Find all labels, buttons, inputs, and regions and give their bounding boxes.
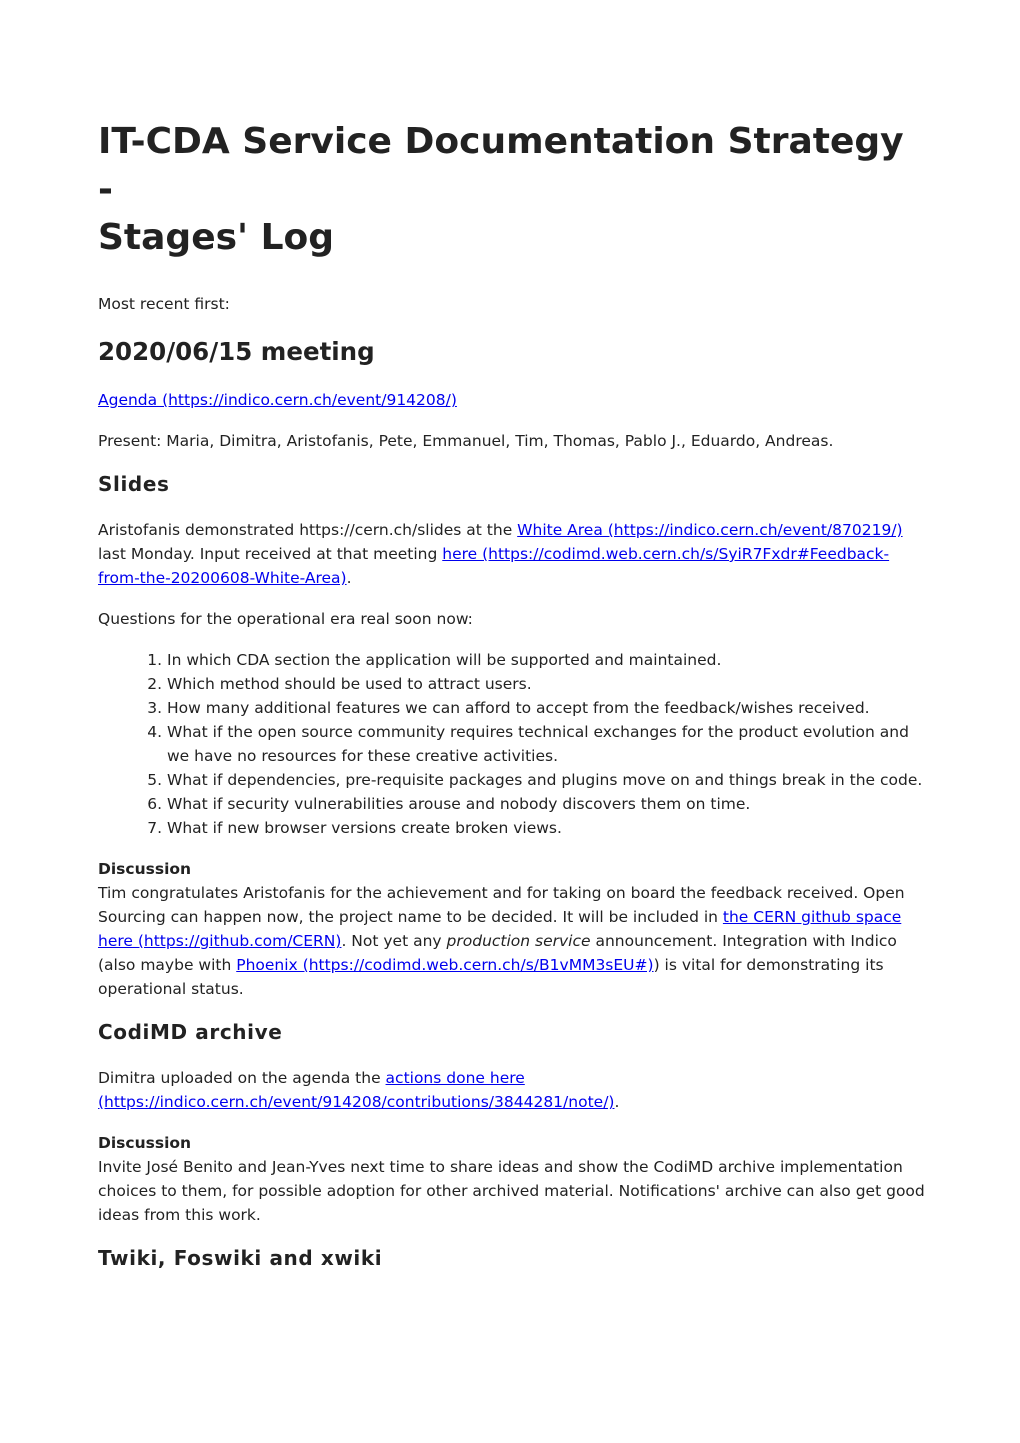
cern-github-link[interactable]: the CERN github space here (https://github.com/CERN) <box>98 908 902 950</box>
slides-paragraph: Aristofanis demonstrated https://cern.ch/slides at the White Area (https://indico.cern.ch/event/870219/) last Monday. Input received at that meeting here (https://codimd.web.cern.ch/s/SyiR7Fxdr#Feedback-from-the-20200608-White-Area). <box>98 521 903 587</box>
page-title: IT-CDA Service Documentation Strategy - Stages' Log <box>98 121 904 258</box>
present-text: Present: Maria, Dimitra, Aristofanis, Pete, Emmanuel, Tim, Thomas, Pablo J., Eduardo, Andreas. <box>98 432 834 450</box>
list-item: 7. What if new browser versions create broken views. <box>167 816 928 840</box>
feedback-here-link[interactable]: here (https://codimd.web.cern.ch/s/SyiR7Fxdr#Feedback-from-the-20200608-White-Area) <box>98 545 890 587</box>
list-item: 1. In which CDA section the application will be supported and maintained. <box>167 648 928 672</box>
codimd-discussion: Discussion Invite José Benito and Jean-Yves next time to share ideas and show the CodiMD archive implementation choices to them, for possible adoption for other archived material. Notifications' archive can also get good ideas from this work. <box>98 1131 928 1227</box>
agenda-paragraph <box>98 388 928 412</box>
discussion-label: Discussion <box>98 860 192 878</box>
document-page <box>98 118 928 1292</box>
slides-heading: Slides <box>98 472 170 496</box>
intro-text: Most recent first: <box>98 295 230 313</box>
twiki-heading: Twiki, Foswiki and xwiki <box>98 1246 383 1270</box>
codimd-heading: CodiMD archive <box>98 1020 283 1044</box>
list-item: 2. Which method should be used to attract users. <box>167 672 928 696</box>
meeting-heading: 2020/06/15 meeting <box>98 337 375 366</box>
list-item: 4. What if the open source community requires technical exchanges for the product evolution and we have no resources for these creative activities. <box>167 720 928 768</box>
list-item: 6. What if security vulnerabilities arouse and nobody discovers them on time. <box>167 792 928 816</box>
slides-discussion: Discussion Tim congratulates Aristofanis for the achievement and for taking on board the feedback received. Open Sourcing can happen now, the project name to be decided. It will be included in the CERN github space here (https://github.com/CERN). Not yet any production service announcement. Integration with Indico (also maybe with Phoenix (https://codimd.web.cern.ch/s/B1vMM3sEU#)) is vital for demonstrating its operational status. <box>98 857 928 1001</box>
actions-done-link[interactable]: actions done here (https://indico.cern.ch/event/914208/contributions/3844281/note/) <box>98 1069 615 1111</box>
questions-intro: Questions for the operational era real soon now: <box>98 610 473 628</box>
questions-list <box>98 648 928 840</box>
phoenix-link[interactable]: Phoenix (https://codimd.web.cern.ch/s/B1vMM3sEU#) <box>236 956 654 974</box>
discussion-label: Discussion <box>98 1134 192 1152</box>
list-item: 3. How many additional features we can afford to accept from the feedback/wishes received. <box>167 696 928 720</box>
list-item: 5. What if dependencies, pre-requisite packages and plugins move on and things break in the code. <box>167 768 928 792</box>
agenda-link[interactable]: Agenda (https://indico.cern.ch/event/914208/) <box>98 391 457 409</box>
white-area-link[interactable]: White Area (https://indico.cern.ch/event/870219/) <box>517 521 903 539</box>
codimd-paragraph: Dimitra uploaded on the agenda the actions done here (https://indico.cern.ch/event/914208/contributions/3844281/note/). <box>98 1069 620 1111</box>
